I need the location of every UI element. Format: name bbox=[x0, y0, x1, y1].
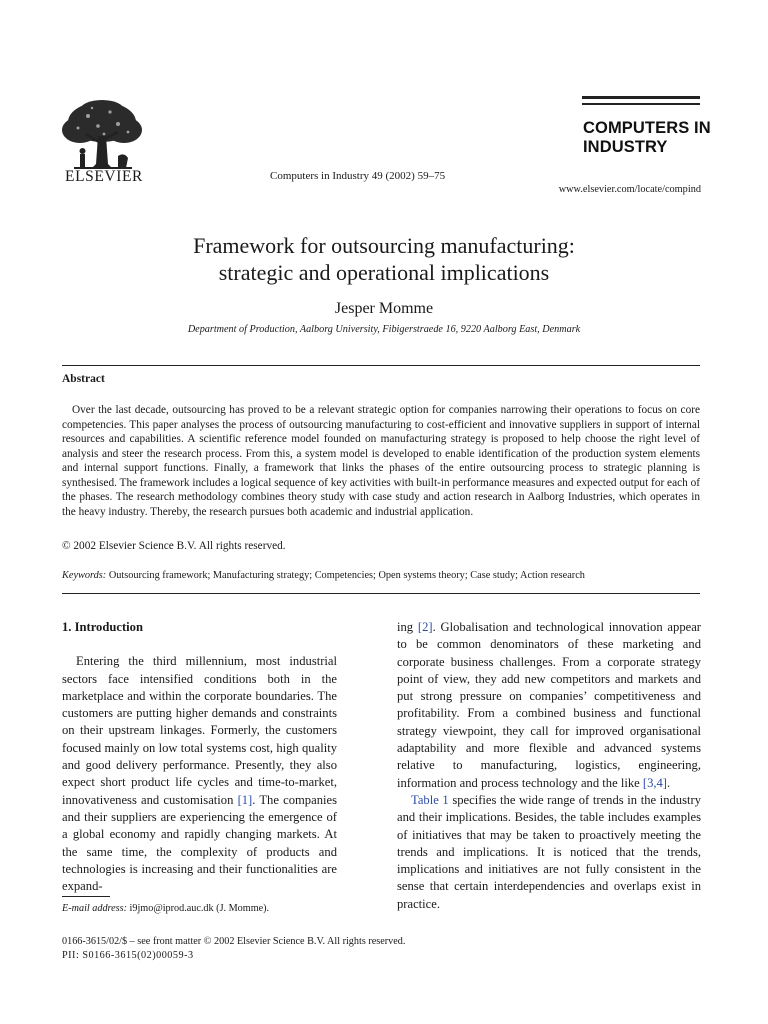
journal-title bbox=[583, 119, 711, 157]
body-column-left bbox=[62, 619, 337, 895]
keywords-divider bbox=[62, 593, 700, 594]
publisher-name: ELSEVIER bbox=[65, 168, 143, 185]
journal-url: www.elsevier.com/locate/compind bbox=[558, 184, 701, 195]
citation-link[interactable]: [1] bbox=[237, 792, 253, 807]
abstract-paragraph: Over the last decade, outsourcing has proved to be a relevant strategic option for companies narrowing their operations to focus on core competencies. This paper analyses the process of outsourcing manufacturing to cost-efficient and innovative suppliers in support of internal resources and capabilities. A scientific reference model founded on manufacturing strategy is proposed to help choose the right level of analysis and steer the research process. From this, a system model is developed to enable identification of the production system elements and internal support functions. Finally, a framework that links the phases of the entire outsourcing process to strategic planning is synthesised. The framework includes a logical sequence of key activities with built-in performance measures and expected output for each of the phases. The research methodology combines theory study with case study and action research in Aalborg Industries, which operates in the heavy industry. Thereby, the research pursues both academic and industrial application. bbox=[62, 404, 700, 518]
journal-citation: Computers in Industry 49 (2002) 59–75 bbox=[270, 170, 446, 182]
article-title bbox=[64, 232, 704, 286]
abstract-divider bbox=[62, 365, 700, 366]
pii-line: PII: S0166-3615(02)00059-3 bbox=[62, 950, 194, 961]
keywords-text: Outsourcing framework; Manufacturing strategy; Competencies; Open systems theory; Case study; Action research bbox=[108, 570, 585, 581]
author-affiliation: Department of Production, Aalborg University, Fibigerstraede 16, 9220 Aalborg East, Denmark bbox=[187, 324, 581, 335]
abstract-body bbox=[62, 403, 700, 519]
body-text: . The companies and their suppliers are experiencing the emergence of a global economy and rapidly changing markets. At the same time, the complexity of products and technologies is increasing and their functionalities are expand- bbox=[62, 792, 337, 894]
journal-header-rule bbox=[582, 96, 700, 99]
body-text: specifies the wide range of trends in the industry and their implications. Besides, the table includes examples of initiatives that may be taken to proactively meeting the trends and implications. It is noticed that the trends, implications and initiatives are not fully consistent in the sense that certain interdependencies and overlaps exist in practice. bbox=[397, 792, 701, 911]
footnote bbox=[62, 903, 269, 914]
abstract-heading: Abstract bbox=[62, 373, 105, 385]
abstract-copyright: © 2002 Elsevier Science B.V. All rights reserved. bbox=[62, 540, 286, 552]
body-paragraph bbox=[397, 792, 701, 913]
body-text: Entering the third millennium, most industrial sectors face intensified conditions both in the marketplace and within the corporate boundaries. The customers are putting higher demands and constraints on their upstream linkages. Formerly, the customers focused mainly on low total systems cost, high quality and good delivery performance. Presently, they also expect short product life cycles and time-to-market, innovativeness and customisation bbox=[62, 654, 337, 807]
body-paragraph bbox=[397, 619, 701, 792]
citation-link[interactable]: [2] bbox=[417, 620, 433, 634]
body-text: ing bbox=[397, 620, 418, 634]
issn-line: 0166-3615/02/$ – see front matter © 2002 Elsevier Science B.V. All rights reserved. bbox=[62, 936, 406, 947]
body-column-right bbox=[397, 619, 701, 913]
article-title-line-1: Framework for outsourcing manufacturing: bbox=[193, 233, 575, 258]
citation-link[interactable]: [3,4] bbox=[642, 775, 668, 790]
journal-title-line-1: COMPUTERS IN bbox=[583, 119, 711, 137]
footnote-rule bbox=[62, 896, 110, 897]
journal-title-line-2: INDUSTRY bbox=[583, 138, 668, 156]
body-text: . bbox=[667, 775, 671, 790]
journal-header-rule-thin bbox=[582, 103, 700, 105]
footnote-text: i9jmo@iprod.auc.dk (J. Momme). bbox=[127, 903, 270, 914]
article-title-line-2: strategic and operational implications bbox=[218, 260, 550, 285]
section-heading: 1. Introduction bbox=[62, 620, 143, 634]
author-name: Jesper Momme bbox=[334, 300, 434, 317]
keywords-line bbox=[62, 570, 702, 581]
body-paragraph bbox=[62, 653, 337, 895]
body-text: . Globalisation and technological innovation appear to be common denominators of these marketing and corporate business challenges. From a corporate strategy point of view, they add new competitors and markets and put strong pressure on companies’ competitiveness and profitability. From a combined business and functional strategy viewpoint, they call for improved organisational adaptability and more flexible and advanced systems relative to manufacturing, logistics, engineering, information and process technology and the like bbox=[397, 620, 701, 790]
keywords-label: Keywords: bbox=[62, 570, 107, 581]
footnote-label: E-mail address: bbox=[62, 903, 127, 914]
table-link[interactable]: Table 1 bbox=[411, 792, 449, 807]
